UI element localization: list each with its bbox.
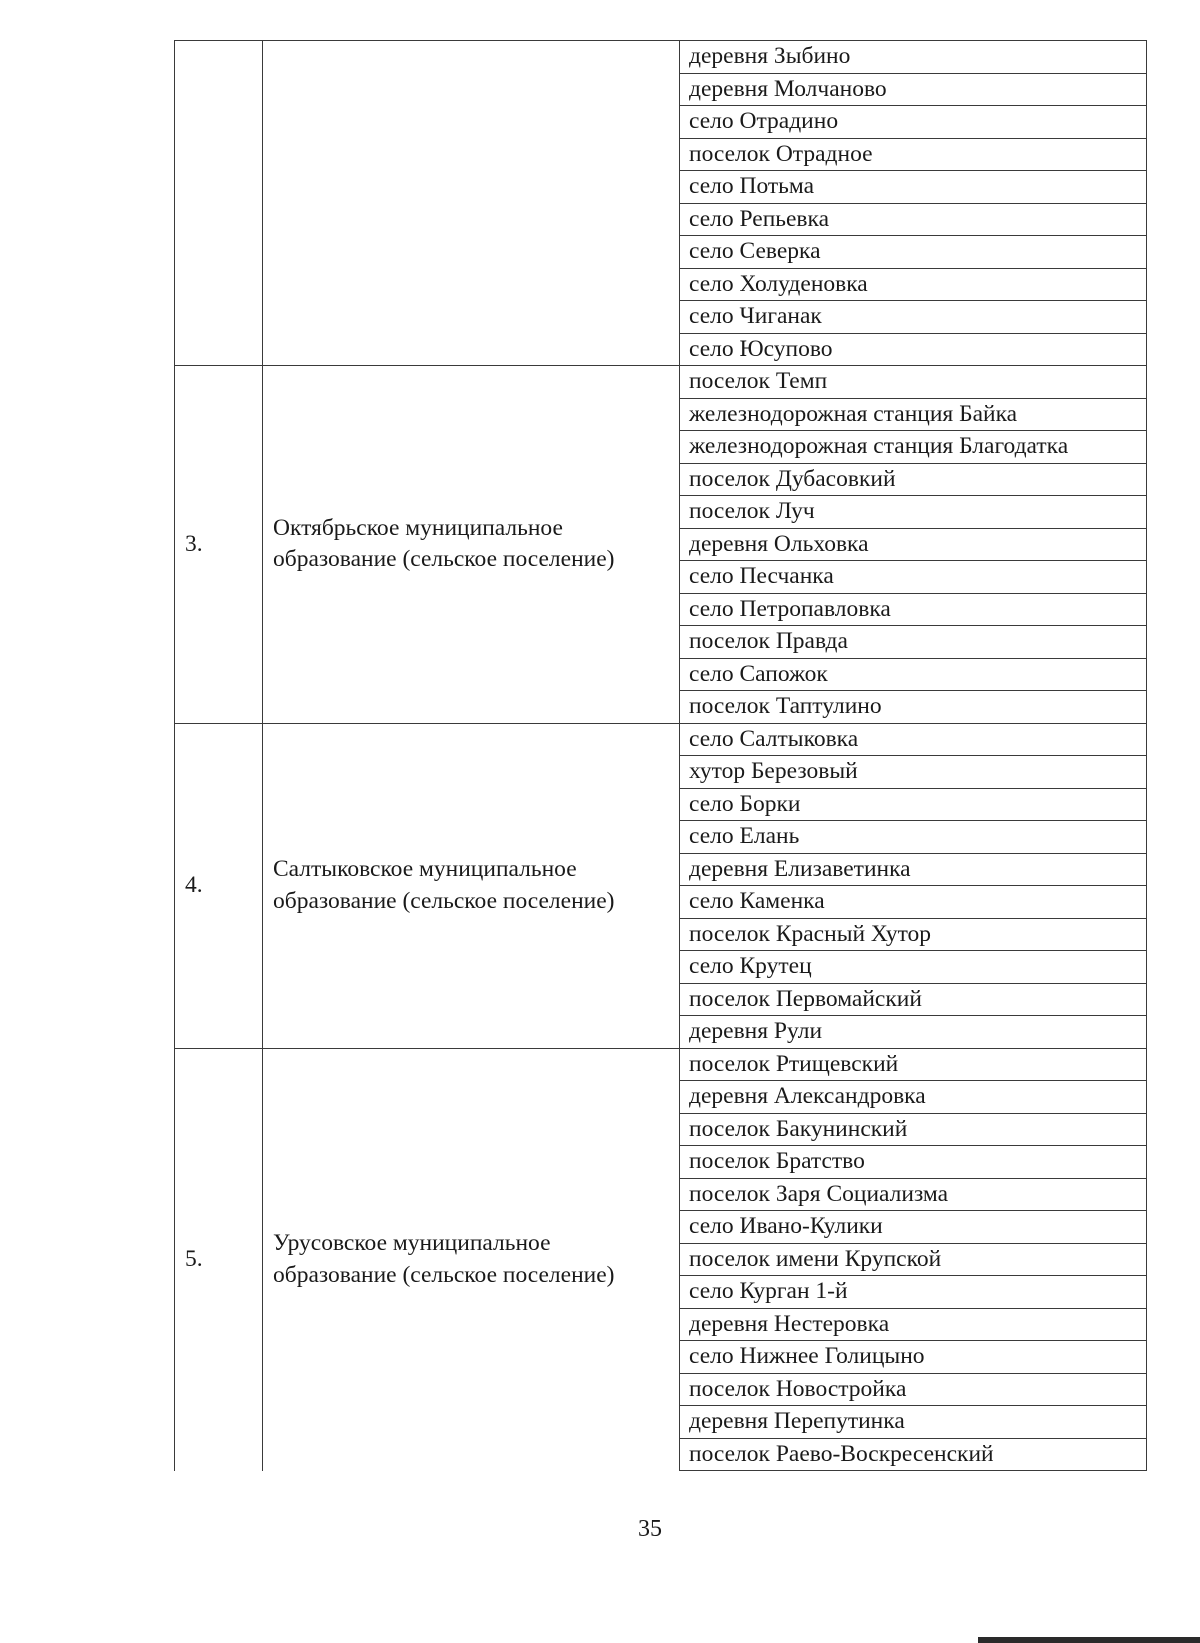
settlement-cell: село Ивано-Кулики <box>680 1211 1147 1244</box>
table-row <box>175 366 1147 399</box>
settlement-cell: поселок Дубасовкий <box>680 463 1147 496</box>
settlement-cell: село Песчанка <box>680 561 1147 594</box>
settlement-cell: поселок Новостройка <box>680 1373 1147 1406</box>
page-number: 35 <box>638 1516 662 1542</box>
settlement-cell: поселок Отрадное <box>680 138 1147 171</box>
municipality-group <box>175 41 1147 366</box>
table-row <box>175 723 1147 756</box>
settlement-cell: село Борки <box>680 788 1147 821</box>
municipality-number <box>175 41 263 366</box>
settlement-cell: деревня Рули <box>680 1016 1147 1049</box>
settlement-cell: деревня Ольховка <box>680 528 1147 561</box>
settlement-cell: село Курган 1-й <box>680 1276 1147 1309</box>
settlement-cell: деревня Перепутинка <box>680 1406 1147 1439</box>
settlement-cell: село Юсупово <box>680 333 1147 366</box>
settlement-cell: поселок Правда <box>680 626 1147 659</box>
settlement-cell: село Крутец <box>680 951 1147 984</box>
settlement-cell: поселок Красный Хутор <box>680 918 1147 951</box>
table-row <box>175 41 1147 74</box>
settlement-cell: село Потьма <box>680 171 1147 204</box>
settlement-cell: деревня Елизаветинка <box>680 853 1147 886</box>
page-edge-mark <box>978 1637 1200 1643</box>
municipality-group <box>175 723 1147 1048</box>
municipality-number: 3. <box>175 366 263 724</box>
settlement-cell: железнодорожная станция Благодатка <box>680 431 1147 464</box>
settlement-cell: село Холуденовка <box>680 268 1147 301</box>
settlement-cell: поселок Бакунинский <box>680 1113 1147 1146</box>
settlement-cell: поселок Первомайский <box>680 983 1147 1016</box>
settlement-cell: деревня Зыбино <box>680 41 1147 74</box>
settlement-cell: деревня Нестеровка <box>680 1308 1147 1341</box>
settlement-cell: село Чиганак <box>680 301 1147 334</box>
municipality-name: Салтыковское муниципальное образование (сельское поселение) <box>263 723 680 1048</box>
settlement-cell: поселок Братство <box>680 1146 1147 1179</box>
municipality-number: 4. <box>175 723 263 1048</box>
settlement-cell: поселок Луч <box>680 496 1147 529</box>
settlement-cell: поселок Ртищевский <box>680 1048 1147 1081</box>
settlement-cell: поселок Темп <box>680 366 1147 399</box>
municipality-group <box>175 1048 1147 1471</box>
municipality-name: Урусовское муниципальное образование (сельское поселение) <box>263 1048 680 1471</box>
settlement-cell: деревня Молчаново <box>680 73 1147 106</box>
settlement-cell: село Репьевка <box>680 203 1147 236</box>
municipality-group <box>175 366 1147 724</box>
municipality-name <box>263 41 680 366</box>
settlement-cell: село Нижнее Голицыно <box>680 1341 1147 1374</box>
settlements-table <box>174 40 1147 1471</box>
settlement-cell: хутор Березовый <box>680 756 1147 789</box>
settlement-cell: село Салтыковка <box>680 723 1147 756</box>
settlement-cell: село Елань <box>680 821 1147 854</box>
municipality-name: Октябрьское муниципальное образование (сельское поселение) <box>263 366 680 724</box>
settlement-cell: деревня Александровка <box>680 1081 1147 1114</box>
settlement-cell: поселок Заря Социализма <box>680 1178 1147 1211</box>
settlement-cell: село Отрадино <box>680 106 1147 139</box>
settlement-cell: село Северка <box>680 236 1147 269</box>
settlement-cell: село Сапожок <box>680 658 1147 691</box>
settlement-cell: село Петропавловка <box>680 593 1147 626</box>
settlement-cell: поселок имени Крупской <box>680 1243 1147 1276</box>
table-row <box>175 1048 1147 1081</box>
settlement-cell: поселок Раево-Воскресенский <box>680 1438 1147 1471</box>
settlement-cell: село Каменка <box>680 886 1147 919</box>
settlement-cell: железнодорожная станция Байка <box>680 398 1147 431</box>
settlement-cell: поселок Таптулино <box>680 691 1147 724</box>
municipality-number: 5. <box>175 1048 263 1471</box>
